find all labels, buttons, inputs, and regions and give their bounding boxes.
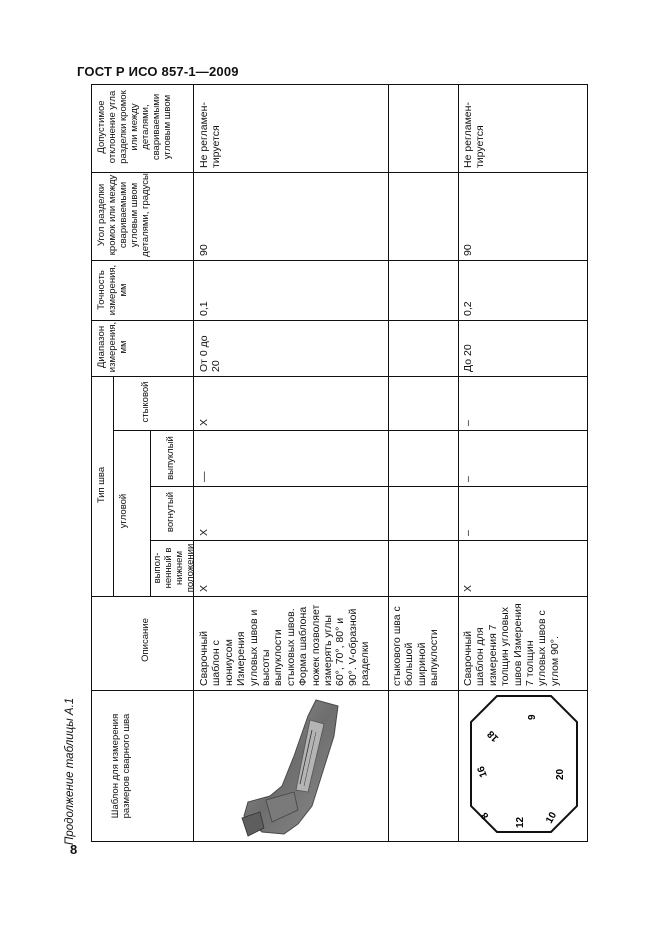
row1-angle: 90 xyxy=(198,244,210,256)
header-butt: стыковой xyxy=(140,381,151,423)
row1-convex: — xyxy=(198,471,210,482)
row2-description: стыкового шва с большой шириной выпуклости xyxy=(391,606,441,686)
header-row-sep xyxy=(193,84,194,842)
header-angle: Угол разделки кромок или между свариваемыми угловым швом деталями, градусы xyxy=(96,173,151,257)
gauge-label: 10 xyxy=(544,810,560,826)
gauge-label: 18 xyxy=(485,728,502,744)
header-convex: выпуклый xyxy=(165,436,176,480)
gauge-label: 8 xyxy=(479,809,492,822)
row1-butt: X xyxy=(198,418,210,426)
header-fillet: угловой xyxy=(118,493,129,529)
row1-accuracy: 0,1 xyxy=(198,301,210,316)
header-flat: выполненный в нижнем положении xyxy=(152,543,196,593)
header-concave: вогнутый xyxy=(165,491,176,533)
row3-convex: – xyxy=(462,476,474,482)
row1-flat: X xyxy=(198,584,210,592)
col-sep xyxy=(91,260,587,261)
page-number: 8 xyxy=(70,842,78,857)
document-header: ГОСТ Р ИСО 857-1—2009 xyxy=(77,64,239,79)
row-sep xyxy=(388,84,389,842)
gauge-label: 20 xyxy=(555,768,566,780)
table-border-right xyxy=(587,84,588,842)
row3-flat: X xyxy=(462,584,474,592)
row1-range: От 0 до 20 xyxy=(198,335,223,372)
col-sep xyxy=(91,596,587,597)
gauge-label: 9 xyxy=(527,714,538,720)
row-sep xyxy=(458,84,459,842)
header-row-sep xyxy=(113,376,114,596)
gauge-label: 16 xyxy=(475,764,490,779)
header-row-sep xyxy=(150,430,151,596)
header-template: Шаблон для измерения размеров сварного шва xyxy=(110,713,132,819)
col-sep xyxy=(91,376,587,377)
table-border-left xyxy=(91,84,92,842)
row3-angle: 90 xyxy=(462,244,474,256)
col-sep xyxy=(150,486,587,487)
row3-butt: – xyxy=(462,420,474,426)
row3-accuracy: 0,2 xyxy=(462,301,474,316)
col-sep xyxy=(113,430,587,431)
header-weld-type: Тип шва xyxy=(96,466,107,504)
row3-deviation: Не регламентируется xyxy=(462,102,487,168)
row3-description: Сварочный шаблон для измерения 7 толщин угловых швов Измерения 7 толщин угловых швов с углом 90°. xyxy=(462,603,561,686)
header-accuracy: Точность измерения, мм xyxy=(96,264,129,316)
col-sep xyxy=(150,540,587,541)
col-sep xyxy=(91,172,587,173)
row1-concave: X xyxy=(198,528,210,536)
col-sep xyxy=(91,320,587,321)
header-range: Диапазон измерения, мм xyxy=(96,321,129,373)
header-description: Описание xyxy=(140,618,151,662)
header-deviation: Допустимое отклонение угла разделки кромок или между деталями, свариваемыми угловым швом xyxy=(96,90,173,164)
row1-deviation: Не регламентируется xyxy=(198,102,223,168)
vernier-gauge-image xyxy=(238,696,342,846)
row1-description: Сварочный шаблон с нониусом Измерения угловых швов и высоты выпуклости стыковых швов. Форма шаблона ножек позволяет измерять углы 60°, 70°, 80° и 90°. V-образной разделки xyxy=(198,604,372,686)
row3-concave: – xyxy=(462,530,474,536)
row3-range: До 20 xyxy=(462,344,474,372)
table-caption: Продолжение таблицы А.1 xyxy=(64,697,76,845)
octagon-gauge-drawing xyxy=(463,690,583,840)
gauge-label: 12 xyxy=(515,816,526,828)
